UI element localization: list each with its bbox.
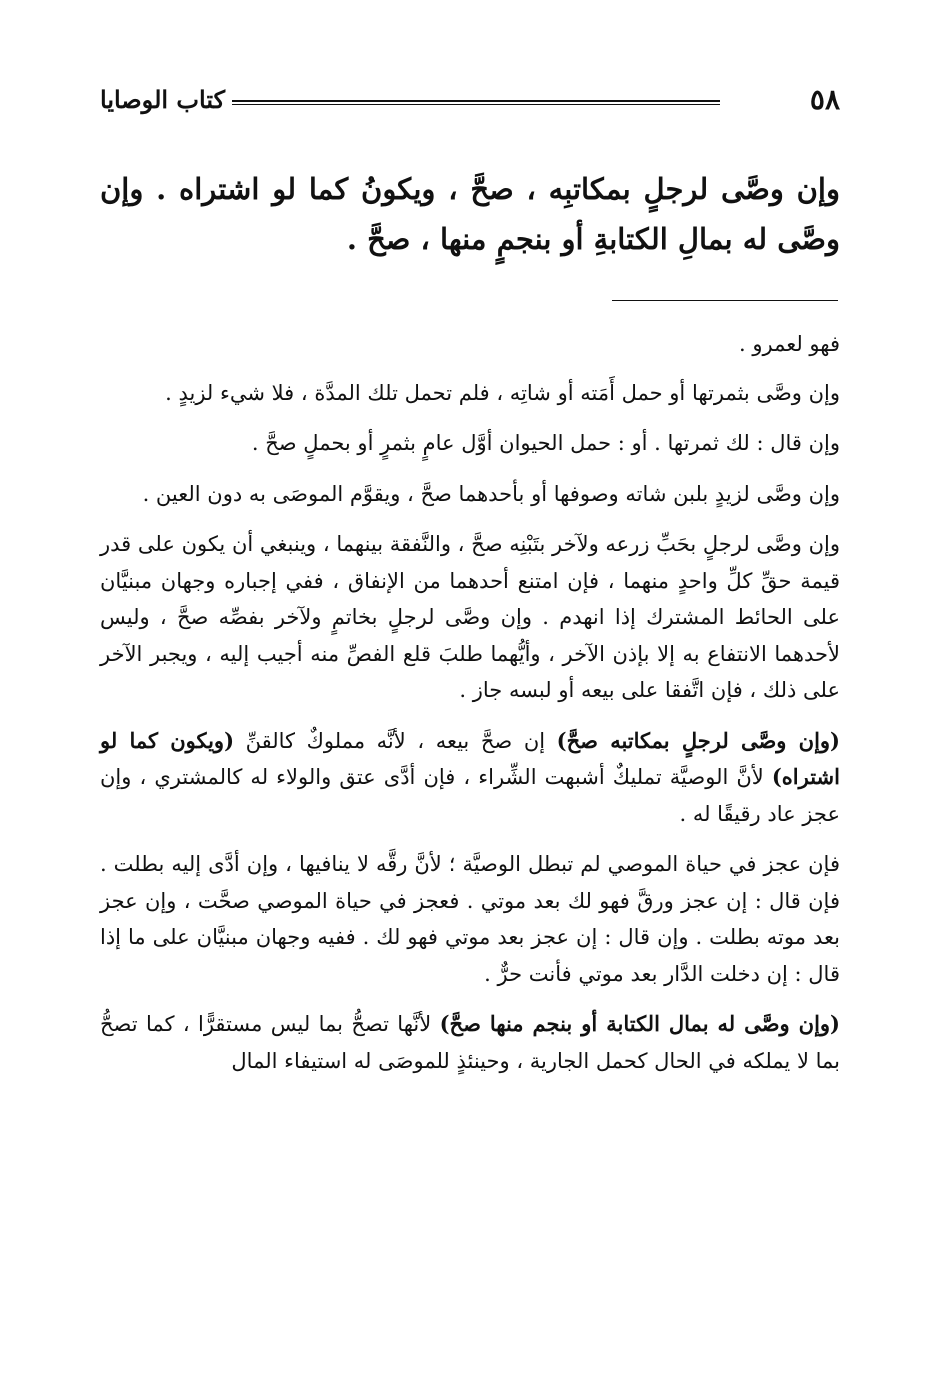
commentary-paragraph-4: وإن وصَّى لزيدٍ بلبن شاته وصوفها أو بأحدهما صحَّ ، ويقوَّم الموصَى به دون العين . (142, 481, 840, 506)
commentary-text-6a: إن صحَّ بيعه ، لأنَّه مملوكٌ كالقنِّ (234, 728, 557, 753)
quoted-matn-2: (ويكون كما لو اشتراه) (100, 727, 840, 789)
book-title: كتاب الوصايا (100, 85, 225, 114)
commentary-text-8: لأنَّها تصحُّ بما ليس مستقرًّا ، كما تصحُّ بما لا يملكه في الحال كحمل الجارية ، وحينئذٍ للموصَى له استيفاء المال (100, 1012, 840, 1073)
footnote-separator (612, 300, 838, 301)
main-text: وإن وصَّى لرجلٍ بمكاتبِه ، صحَّ ، ويكونُ كما لو اشتراه . وإن وصَّى له بمالِ الكتابةِ أو بنجمٍ منها ، صحَّ . (100, 172, 840, 256)
commentary-paragraph-2: وإن وصَّى بثمرتها أو حمل أَمَته أو شاتِه ، فلم تحمل تلك المدَّة ، فلا شيء لزيدٍ . (165, 380, 840, 405)
commentary (100, 326, 840, 1093)
page-number: ٥٨ (809, 83, 840, 116)
page-header (100, 80, 840, 120)
commentary-paragraph-6 (100, 723, 840, 833)
header-rule (232, 100, 720, 105)
commentary-paragraph-8 (100, 1006, 840, 1079)
quoted-matn-3: (وإن وصَّى له بمال الكتابة أو بنجم منها صحَّ) (439, 1011, 840, 1036)
commentary-paragraph-3: وإن قال : لك ثمرتها . أو : حمل الحيوان أوَّل عامٍ بثمرٍ أو بحملٍ صحَّ . (251, 431, 840, 455)
commentary-paragraph-7: فإن عجز في حياة الموصي لم تبطل الوصيَّة ؛ لأنَّ رقَّه لا ينافيها ، وإن أدَّى إليه بطلت . فإن قال : إن عجز ورقَّ فهو لك بعد موتي . فعجز في حياة الموصي صحَّت ، وإن عجز بعد موته بطلت . وإن قال : إن عجز بعد موتي فهو لك . ففيه وجهان مبنيَّان على ما إذا قال : إن دخلت الدَّار بعد موتي فأنت حرٌّ . (100, 852, 840, 986)
commentary-text-6b: لأنَّ الوصيَّة تمليكٌ أشبهت الشِّراء ، فإن أدَّى عتق والولاء له كالمشتري ، وإن عجز عاد رقيقًا له . (100, 765, 840, 826)
commentary-paragraph-5: وإن وصَّى لرجلٍ بحَبِّ زرعه ولآخر بتَبْنِه صحَّ ، والنَّفقة بينهما ، وينبغي أن يكون على قدر قيمة حقِّ كلِّ واحدٍ منهما ، فإن امتنع أحدهما من الإنفاق ، ففي إجباره وجهان مبنيَّان على الحائط المشترك إذا انهدم . وإن وصَّى لرجلٍ بخاتمٍ ولآخر بفصِّه صحَّ ، وليس لأحدهما الانتفاع به إلا بإذن الآخر ، وأيُّهما طلبَ قلع الفصِّ منه أجيب إليه ، ويجبر الآخر على ذلك ، فإن اتَّفقا على بيعه أو لبسه جاز . (100, 532, 840, 702)
quoted-matn-1: (وإن وصَّى لرجلٍ بمكاتبه صحَّ) (556, 727, 840, 753)
commentary-paragraph-1: فهو لعمرو . (739, 332, 840, 356)
